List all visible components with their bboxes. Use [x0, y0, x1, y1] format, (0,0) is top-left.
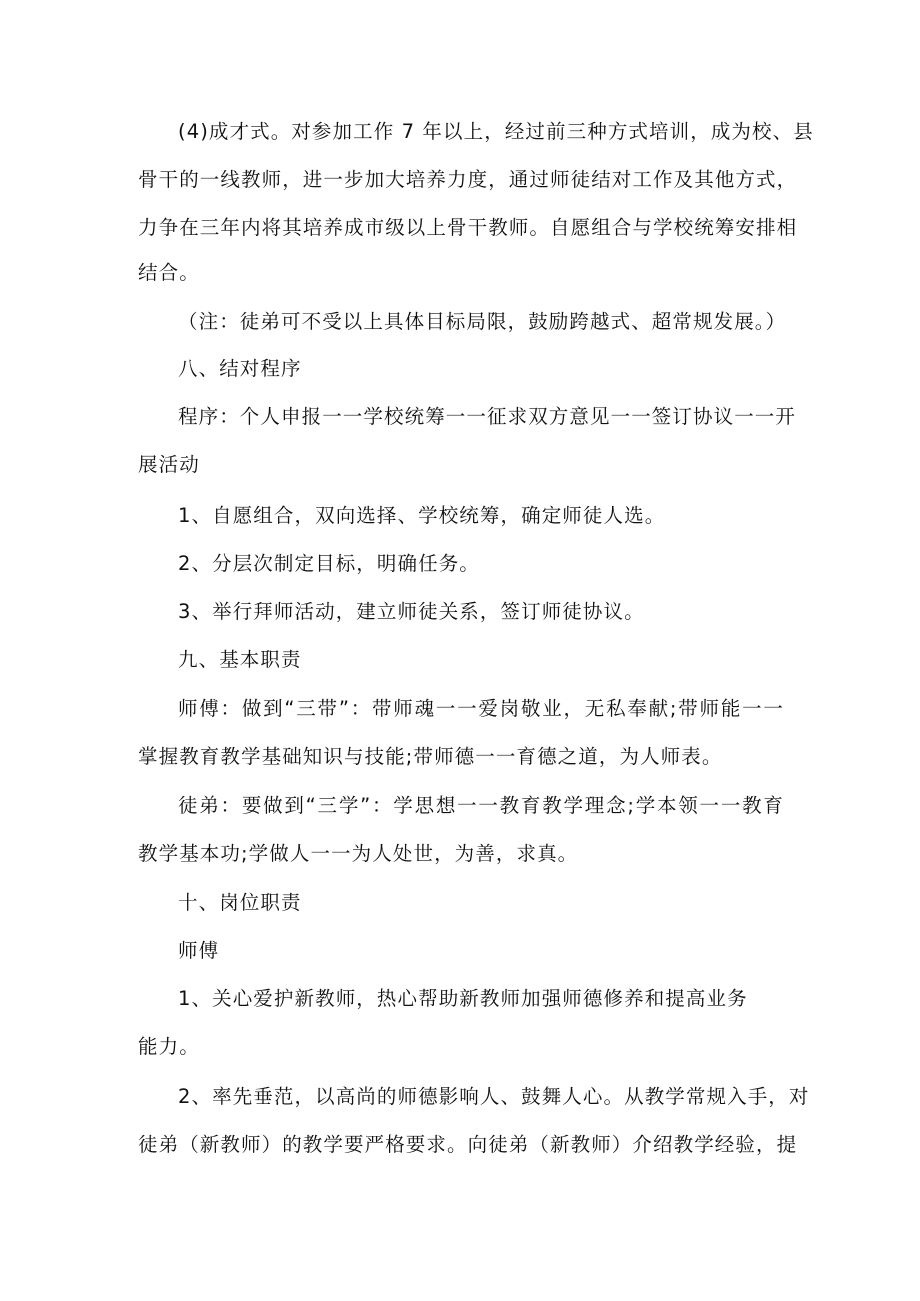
paragraph-line: 力争在三年内将其培养成市级以上骨干教师。自愿组合与学校统筹安排相	[138, 216, 798, 239]
paragraph-line: 徒弟：要做到“三学”：学思想一一教育教学理念;学本领一一教育	[178, 794, 784, 817]
note-line: （注：徒弟可不受以上具体目标局限，鼓励跨越式、超常规发展。）	[178, 310, 787, 333]
paragraph-line: 徒弟（新教师）的教学要严格要求。向徒弟（新教师）介绍教学经验，提	[138, 1133, 798, 1156]
list-item: 1、自愿组合，双向选择、学校统筹，确定师徒人选。	[178, 504, 666, 527]
paragraph-line: 结合。	[138, 261, 200, 284]
paragraph-line: 掌握教育教学基础知识与技能;带师德一一育德之道，为人师表。	[138, 745, 723, 768]
list-item: 2、率先垂范，以高尚的师德影响人、鼓舞人心。从教学常规入手，对	[178, 1085, 810, 1108]
paragraph-line: 骨干的一线教师，进一步加大培养力度，通过师徒结对工作及其他方式，	[138, 168, 798, 191]
section-heading: 九、基本职责	[178, 648, 302, 671]
paragraph-line: 展活动	[138, 453, 200, 476]
subheading: 师傅	[178, 939, 220, 962]
list-item: 1、关心爱护新教师，热心帮助新教师加强师德修养和提高业务	[178, 987, 748, 1010]
paragraph-line: (4)成才式。对参加工作 7 年以上，经过前三种方式培训，成为校、县	[178, 120, 814, 143]
paragraph-line: 教学基本功;学做人一一为人处世，为善，求真。	[138, 842, 579, 865]
paragraph-line: 能力。	[138, 1035, 200, 1058]
paragraph-line: 程序：个人申报一一学校统筹一一征求双方意见一一签订协议一一开	[178, 405, 797, 428]
section-heading: 十、岗位职责	[178, 891, 302, 914]
paragraph-line: 师傅：做到“三带”：带师魂一一爱岗敬业，无私奉献;带师能一一	[178, 697, 784, 720]
section-heading: 八、结对程序	[178, 357, 302, 380]
list-item: 2、分层次制定目标，明确任务。	[178, 552, 480, 575]
list-item: 3、举行拜师活动，建立师徒关系，签订师徒协议。	[178, 600, 645, 623]
